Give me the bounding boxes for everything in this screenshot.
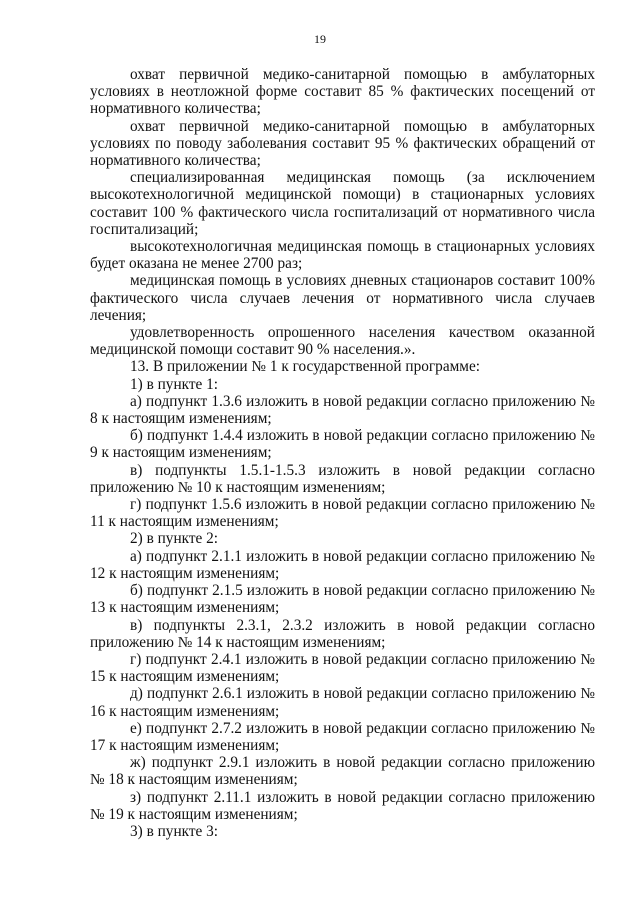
paragraph: охват первичной медико-санитарной помощью в амбулаторных условиях по поводу заболевания составит 95 % фактических обращений от нормативного количества;: [90, 117, 595, 170]
paragraph: высокотехнологичная медицинская помощь в стационарных условиях будет оказана не менее 2700 раз;: [90, 238, 595, 273]
paragraph: медицинская помощь в условиях дневных стационаров составит 100% фактического числа случаев лечения от нормативного числа случаев лечения;: [90, 272, 595, 324]
paragraph: д) подпункт 2.6.1 изложить в новой редакции согласно приложению № 16 к настоящим изменениям;: [90, 685, 595, 720]
document-body: [90, 66, 595, 840]
page-number: 19: [314, 32, 326, 46]
paragraph: ж) подпункт 2.9.1 изложить в новой редакции согласно приложению № 18 к настоящим изменениям;: [90, 754, 595, 789]
paragraph: специализированная медицинская помощь (за исключением высокотехнологичной медицинской помощи) в стационарных условиях составит 100 % фактического числа госпитализаций от нормативного числа госпитализаций;: [90, 169, 595, 238]
paragraph: охват первичной медико-санитарной помощью в амбулаторных условиях в неотложной форме составит 85 % фактических посещений от нормативного количества;: [90, 66, 595, 118]
paragraph: в) подпункты 2.3.1, 2.3.2 изложить в новой редакции согласно приложению № 14 к настоящим изменениям;: [90, 616, 595, 651]
paragraph: 3) в пункте 3:: [130, 822, 219, 840]
paragraph: з) подпункт 2.11.1 изложить в новой редакции согласно приложению № 19 к настоящим изменениям;: [90, 788, 595, 823]
paragraph: удовлетворенность опрошенного населения качеством оказанной медицинской помощи составит 90 % населения.».: [90, 324, 595, 359]
paragraph: г) подпункт 2.4.1 изложить в новой редакции согласно приложению № 15 к настоящим изменениям;: [90, 650, 595, 686]
paragraph: 1) в пункте 1:: [130, 375, 219, 393]
paragraph: б) подпункт 2.1.5 изложить в новой редакции согласно приложению № 13 к настоящим изменениям;: [90, 582, 595, 617]
paragraph: 2) в пункте 2:: [130, 530, 219, 548]
paragraph: а) подпункт 1.3.6 изложить в новой редакции согласно приложению № 8 к настоящим изменениям;: [90, 392, 595, 428]
paragraph: г) подпункт 1.5.6 изложить в новой редакции согласно приложению № 11 к настоящим изменениям;: [90, 496, 595, 531]
paragraph: е) подпункт 2.7.2 изложить в новой редакции согласно приложению № 17 к настоящим изменениям;: [90, 719, 595, 754]
paragraph: в) подпункты 1.5.1-1.5.3 изложить в новой редакции согласно приложению № 10 к настоящим изменениям;: [90, 461, 595, 496]
paragraph: 13. В приложении № 1 к государственной программе:: [130, 358, 481, 376]
paragraph: а) подпункт 2.1.1 изложить в новой редакции согласно приложению № 12 к настоящим изменениям;: [90, 547, 595, 582]
paragraph: б) подпункт 1.4.4 изложить в новой редакции согласно приложению № 9 к настоящим изменениям;: [90, 427, 595, 462]
